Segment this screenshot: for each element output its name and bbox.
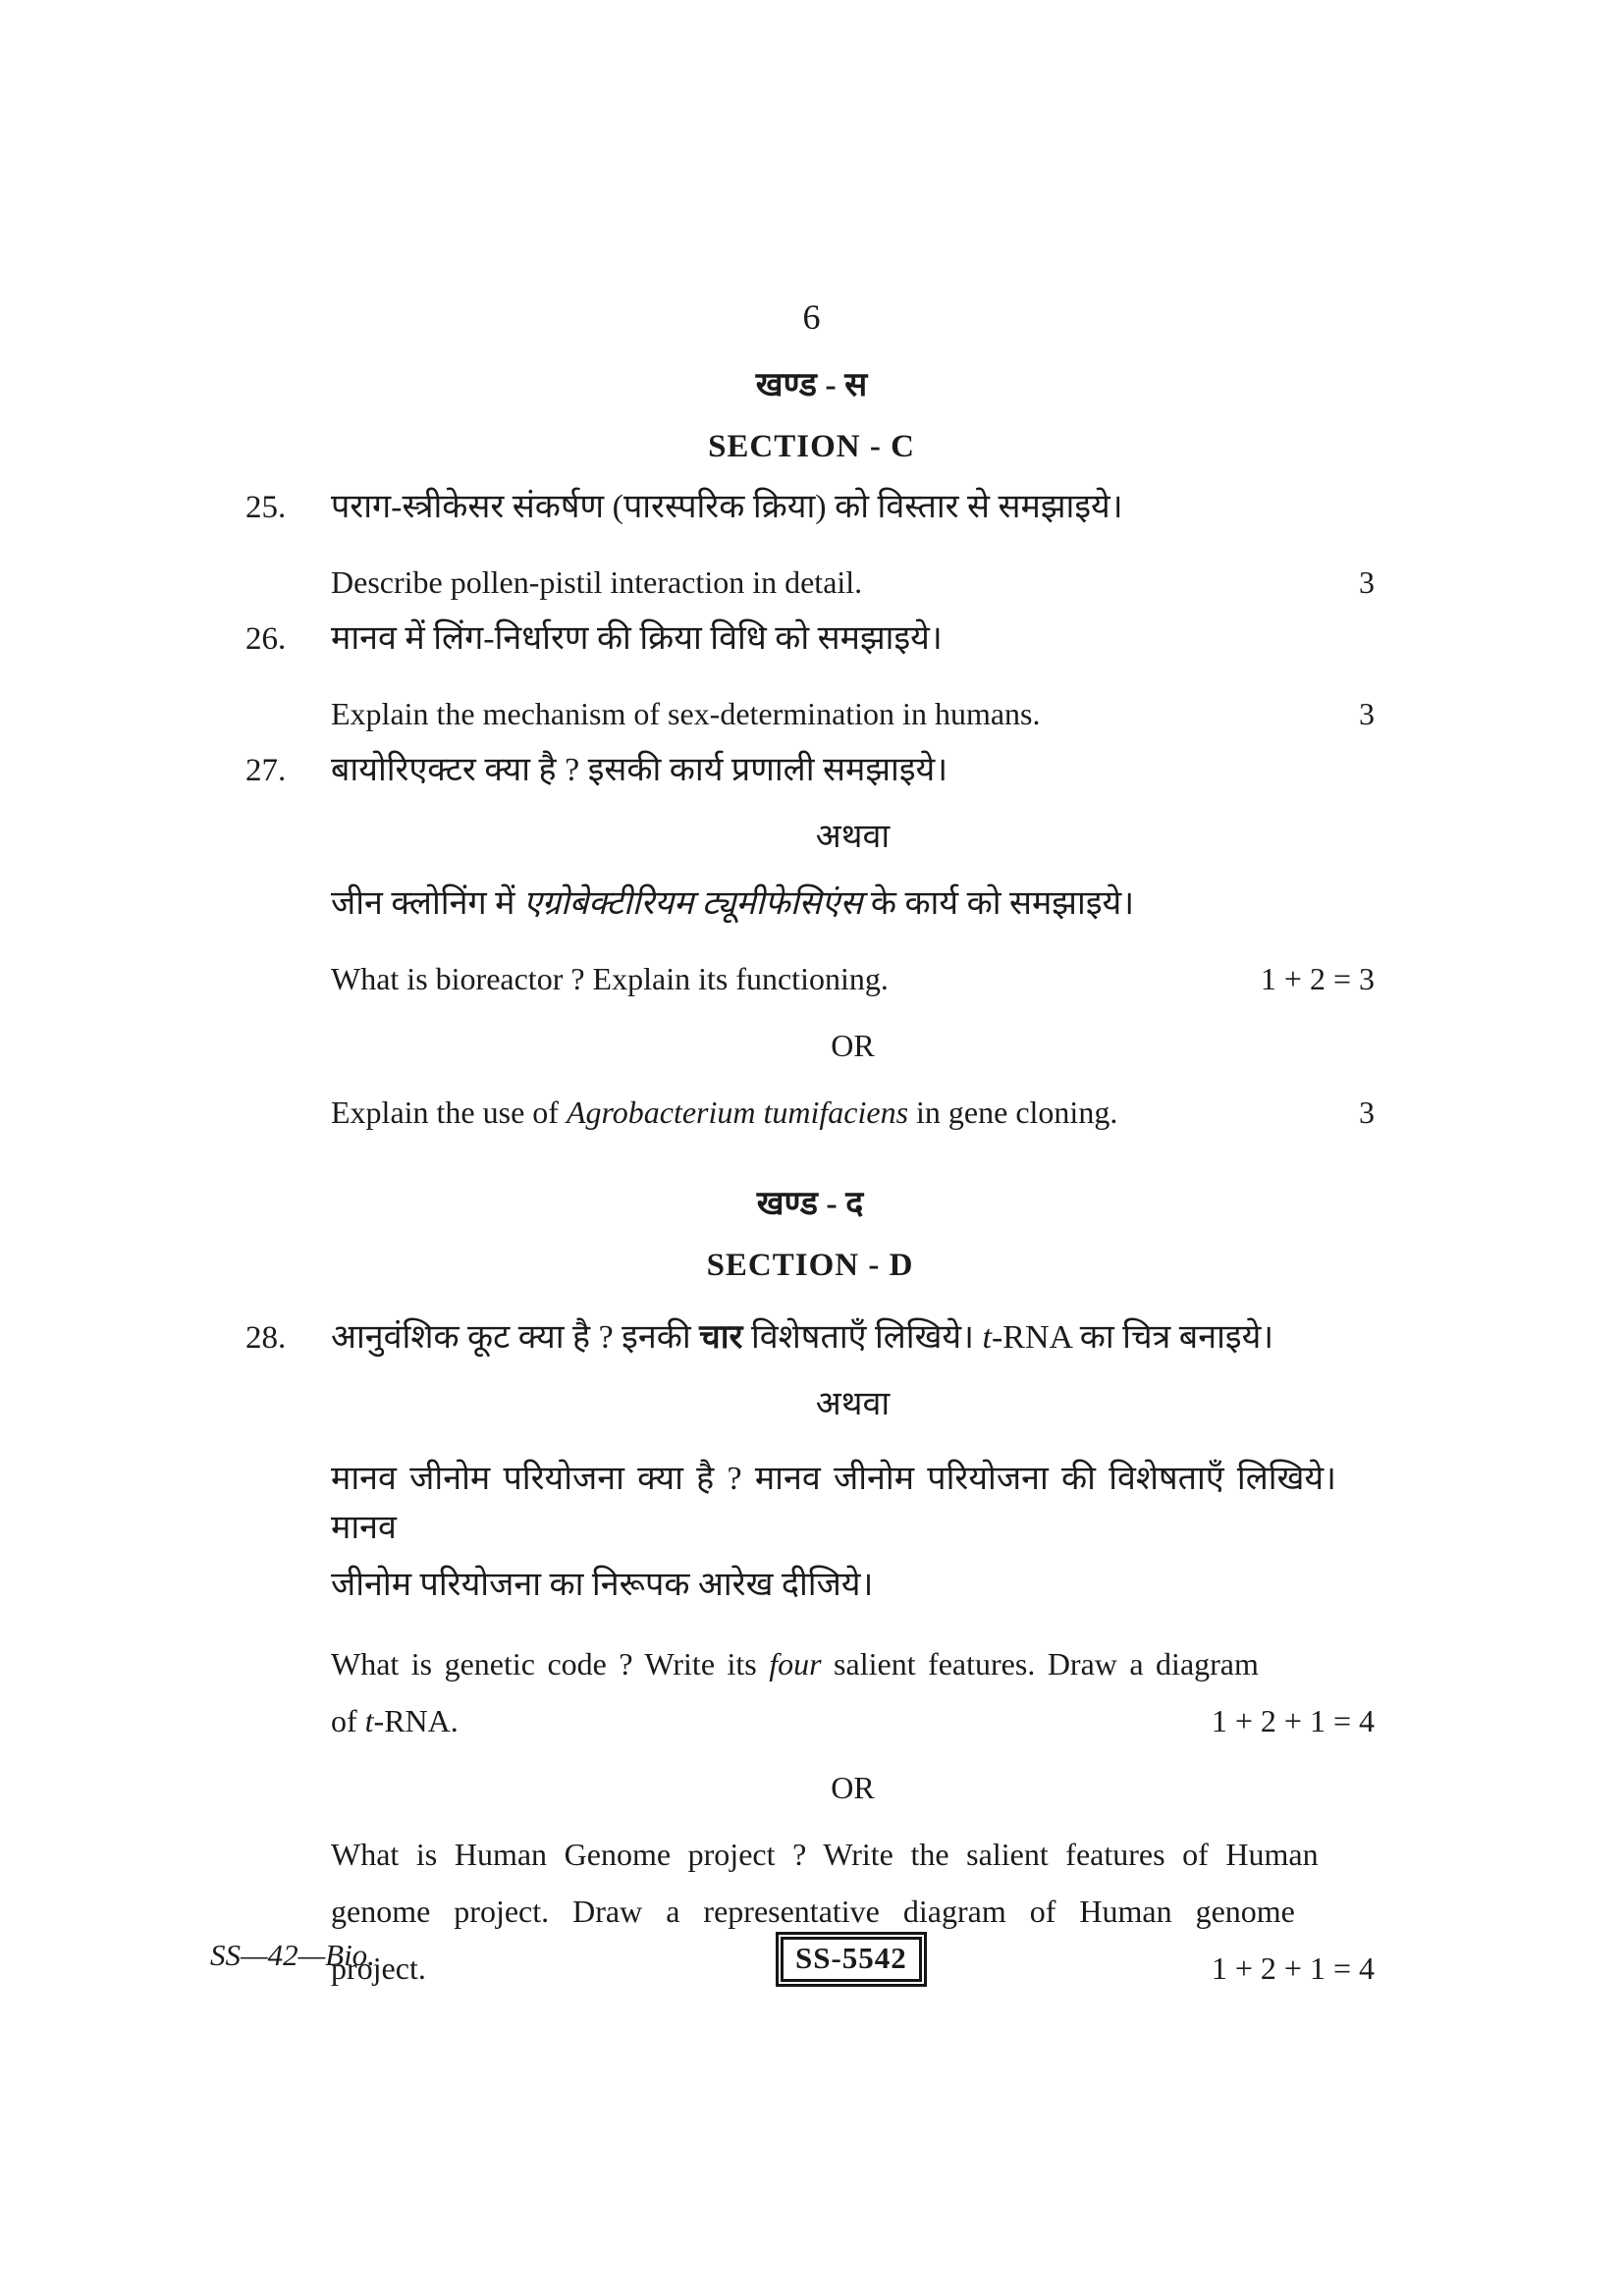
question-28-hindi-alt-line2: जीनोम परियोजना का निरूपक आरेख दीजिये। — [331, 1567, 874, 1603]
q28-hindi-pre: आनुवंशिक कूट क्या है ? इनकी — [331, 1319, 700, 1356]
question-27-english-alt-text — [331, 1088, 1117, 1137]
question-26-marks: 3 — [1359, 696, 1375, 731]
q28-eng-l2-pre: of — [331, 1703, 365, 1738]
section-d-title-hindi: खण्ड - द — [756, 1186, 864, 1222]
question-27-marks-alt: 3 — [1359, 1095, 1375, 1130]
question-25-text-english — [331, 558, 1375, 607]
q28-hindi-bold-word: चार — [699, 1319, 743, 1356]
questions-area — [245, 483, 1375, 1993]
or-separator-english-28 — [331, 1763, 1375, 1812]
question-26-text-hindi: मानव में लिंग-निर्धारण की क्रिया विधि को समझाइये। — [331, 620, 943, 657]
question-28-english-line2 — [331, 1696, 1375, 1745]
footer-series-code-box: SS-5542 — [776, 1932, 927, 1987]
question-27-text-hindi-alt — [331, 880, 1375, 929]
question-25-marks: 3 — [1359, 564, 1375, 600]
question-27-english-text: What is bioreactor ? Explain its functioning. — [331, 961, 889, 996]
question-26-text-english — [331, 689, 1375, 738]
question-28-marks: 1 + 2 + 1 = 4 — [1211, 1703, 1375, 1738]
section-c-title-english: SECTION - C — [708, 429, 915, 464]
question-27 — [245, 746, 1375, 1137]
question-27-text-hindi: बायोरिएक्टर क्या है ? इसकी कार्य प्रणाली समझाइये। — [331, 752, 948, 788]
question-26-english-text: Explain the mechanism of sex-determination in humans. — [331, 696, 1041, 731]
or-label-28: OR — [831, 1770, 875, 1805]
section-c-heading — [0, 363, 1623, 469]
q28-hindi-trna-t: t — [982, 1319, 992, 1356]
question-28 — [245, 1313, 1375, 1993]
q27-eng-alt-post: in gene cloning. — [908, 1095, 1118, 1130]
question-27-number: 27. — [245, 753, 287, 788]
question-28-marks-alt: 1 + 2 + 1 = 4 — [1211, 1950, 1375, 1986]
question-26-number: 26. — [245, 621, 287, 657]
page-footer — [0, 1932, 1623, 1991]
question-27-text-english — [331, 954, 1375, 1003]
q28-eng-l1 — [331, 1639, 1259, 1688]
q28-eng-l1-pre: What is genetic code ? Write its — [331, 1646, 770, 1682]
or-separator-hindi-28: अथवा — [815, 1386, 891, 1422]
question-25 — [245, 483, 1375, 614]
or-separator-english — [331, 1021, 1375, 1070]
q28-eng-l2-post: -RNA. — [373, 1703, 459, 1738]
footer-paper-code: SS—42—Bio. — [210, 1938, 375, 1972]
q27-alt-species-hindi: एग्रोबेक्टीरियम ट्यूमीफेसिएंस — [522, 885, 863, 922]
question-28-number: 28. — [245, 1320, 287, 1356]
question-28-english-line1 — [331, 1639, 1375, 1688]
q28-eng-alt-l3-text: project. — [331, 1950, 426, 1986]
question-25-text-hindi: पराग-स्त्रीकेसर संकर्षण (पारस्परिक क्रिया) को विस्तार से समझाइये। — [331, 489, 1123, 525]
q28-eng-l2 — [331, 1696, 459, 1745]
q27-eng-alt-pre: Explain the use of — [331, 1095, 567, 1130]
q28-eng-l2-t: t — [364, 1703, 374, 1738]
section-d-heading — [245, 1182, 1375, 1288]
question-25-english-text: Describe pollen-pistil interaction in detail. — [331, 564, 863, 600]
question-27-marks: 1 + 2 = 3 — [1260, 961, 1375, 996]
question-28-english-alt-line2: genome project. Draw a representative diagram of Human genome — [331, 1894, 1295, 1929]
question-28-hindi-alt-line1: मानव जीनोम परियोजना क्या है ? मानव जीनोम परियोजना की विशेषताएँ लिखिये। मानव — [331, 1461, 1337, 1546]
q28-hindi-mid: विशेषताएँ लिखिये। — [742, 1319, 983, 1356]
question-28-text-hindi — [331, 1313, 1375, 1362]
q28-eng-l1-post: salient features. Draw a diagram — [821, 1646, 1259, 1682]
question-26 — [245, 614, 1375, 746]
or-label: OR — [831, 1028, 875, 1063]
question-25-number: 25. — [245, 490, 287, 525]
q28-eng-l1-four: four — [769, 1646, 822, 1682]
q27-alt-pre: जीन क्लोनिंग में — [331, 885, 523, 922]
question-27-text-english-alt — [331, 1088, 1375, 1137]
page-number: 6 — [802, 297, 821, 337]
section-d-title-english: SECTION - D — [706, 1248, 914, 1283]
q28-hindi-post: -RNA का चित्र बनाइये। — [991, 1319, 1274, 1356]
or-separator-hindi: अथवा — [815, 819, 891, 855]
q27-alt-post: के कार्य को समझाइये। — [862, 885, 1135, 922]
q27-eng-alt-species: Agrobacterium tumifaciens — [566, 1095, 909, 1130]
question-28-english-alt-line1: What is Human Genome project ? Write the salient features of Human — [331, 1837, 1319, 1872]
section-c-title-hindi: खण्ड - स — [755, 367, 868, 403]
